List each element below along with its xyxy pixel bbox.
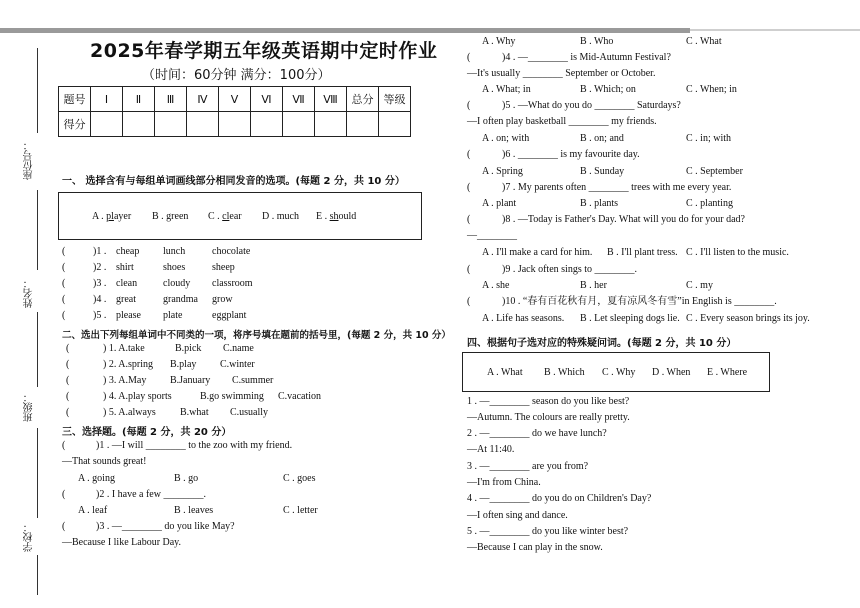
section1-q3-word2: cloudy [163, 278, 191, 289]
header-cell: Ⅶ [283, 87, 315, 112]
section1-q4-word2: grandma [163, 294, 198, 305]
section3-q6-paren[interactable]: ( [467, 149, 471, 160]
section1-option-a: A . player [92, 211, 132, 222]
section1-option-c: C . clear [208, 211, 242, 222]
section3-q2-option-b[interactable]: B . leaves [174, 505, 214, 516]
name-label: 姓名： [24, 278, 35, 308]
section3-q8-question: )8 . —Today is Father's Day. What will you do for your dad? [502, 214, 745, 225]
section3-q1-answer: —That sounds great! [62, 456, 147, 467]
section3-q7-option-a[interactable]: A . plant [482, 198, 517, 209]
score-cell[interactable] [123, 112, 155, 137]
scan-top-bar [0, 28, 690, 33]
section3-q4-answer: —It's usually ________ September or October. [467, 68, 656, 79]
section3-q3-answer: —Because I like Labour Day. [62, 537, 182, 548]
section4-option-d: D . When [652, 367, 691, 378]
section1-q3-word3: classroom [212, 278, 253, 289]
class-label: 班级： [24, 392, 35, 422]
section3-q7-option-b[interactable]: B . plants [580, 198, 619, 209]
section2-q3-a: ) 3. A.May [103, 375, 147, 386]
section4-option-c: C . Why [602, 367, 636, 378]
section3-q6-question: )6 . ________ is my favourite day. [502, 149, 640, 160]
section1-q5-paren[interactable]: ( [62, 310, 66, 321]
section3-q9-option-a[interactable]: A . she [482, 280, 510, 291]
binding-line [37, 555, 38, 595]
header-cell: Ⅱ [123, 87, 155, 112]
section1-q1-num: )1 . [93, 246, 107, 257]
section2-q5-b: B.what [180, 407, 209, 418]
section1-q3-word1: clean [116, 278, 138, 289]
section3-q2-option-c[interactable]: C . letter [283, 505, 318, 516]
header-cell: Ⅵ [251, 87, 283, 112]
section4-q3-answer: —I'm from China. [467, 477, 541, 488]
section2-heading: 二、选出下列每组单词中不同类的一项，将序号填在题前的括号里，(每题 2 分，共 10 分） [62, 330, 451, 341]
section2-q4-paren[interactable]: ( [66, 391, 70, 402]
score-cell[interactable] [347, 112, 379, 137]
section3-q5-paren[interactable]: ( [467, 100, 471, 111]
score-cell[interactable] [219, 112, 251, 137]
header-cell: 题号 [59, 87, 91, 112]
section3-q9-option-c[interactable]: C . my [686, 280, 713, 291]
section4-q4-question: 4 . —________ do you do on Children's Day? [467, 493, 652, 504]
section1-q4-num: )4 . [93, 294, 107, 305]
page-subtitle: （时间：60分钟 满分：100分） [142, 68, 331, 83]
section4-q1-question: 1 . —________ season do you like best? [467, 396, 630, 407]
header-cell: Ⅳ [187, 87, 219, 112]
section3-q6-option-b[interactable]: B . Sunday [580, 166, 625, 177]
section1-q1-word1: cheap [116, 246, 140, 257]
section3-q3-question: )3 . —________ do you like May? [96, 521, 235, 532]
header-cell: 总分 [347, 87, 379, 112]
header-cell: 等级 [379, 87, 411, 112]
header-cell: Ⅰ [91, 87, 123, 112]
section3-q1-paren[interactable]: ( [62, 440, 66, 451]
section3-q1-option-b[interactable]: B . go [174, 473, 199, 484]
section3-q5-question: )5 . —What do you do ________ Saturdays? [502, 100, 681, 111]
section3-q8-paren[interactable]: ( [467, 214, 471, 225]
binding-line [37, 48, 38, 133]
score-cell[interactable] [251, 112, 283, 137]
section1-q2-num: )2 . [93, 262, 107, 273]
section3-q6-option-a[interactable]: A . Spring [482, 166, 523, 177]
section1-q5-word3: eggplant [212, 310, 247, 321]
section3-q3-option-a[interactable]: A . Why [482, 36, 516, 47]
section1-q2-word2: shoes [163, 262, 186, 273]
section3-q6-option-c[interactable]: C . September [686, 166, 743, 177]
score-cell[interactable] [155, 112, 187, 137]
section1-q4-word1: great [116, 294, 136, 305]
section3-q4-option-c[interactable]: C . When; in [686, 84, 737, 95]
section3-q7-question: )7 . My parents often ________ trees with me every year. [502, 182, 732, 193]
section1-q2-paren[interactable]: ( [62, 262, 66, 273]
section3-q1-option-c[interactable]: C . goes [283, 473, 316, 484]
section2-q2-a: ) 2. A.spring [103, 359, 153, 370]
section3-q8-option-a[interactable]: A . I'll make a card for him. [482, 247, 593, 258]
score-table-score-row [59, 112, 411, 137]
section4-q1-answer: —Autumn. The colours are really pretty. [467, 412, 630, 423]
score-table-header-row [59, 87, 411, 112]
header-cell: Ⅲ [155, 87, 187, 112]
section2-q1-a: ) 1. A.take [103, 343, 145, 354]
section3-q3-option-b[interactable]: B . Who [580, 36, 614, 47]
section3-q5-option-c[interactable]: C . in; with [686, 133, 732, 144]
scan-top-line [690, 29, 860, 31]
section3-q5-option-b[interactable]: B . on; and [580, 133, 624, 144]
section4-q2-answer: —At 11:40. [467, 444, 515, 455]
section3-q2-question: )2 . I have a few ________. [96, 489, 206, 500]
section1-q1-word3: chocolate [212, 246, 251, 257]
section3-q7-paren[interactable]: ( [467, 182, 471, 193]
section3-q9-paren[interactable]: ( [467, 264, 471, 275]
section4-q4-answer: —I often sing and dance. [467, 510, 568, 521]
binding-line [37, 190, 38, 270]
section1-q2-word1: shirt [116, 262, 134, 273]
binding-line [37, 312, 38, 387]
section3-q2-option-a[interactable]: A . leaf [78, 505, 108, 516]
section2-q3-b: B.January [170, 375, 211, 386]
score-label-cell: 得分 [59, 112, 91, 137]
section3-q10-paren[interactable]: ( [467, 296, 471, 307]
section1-option-b: B . green [152, 211, 189, 222]
section4-q5-question: 5 . —________ do you like winter best? [467, 526, 629, 537]
section3-q5-option-a[interactable]: A . on; with [482, 133, 530, 144]
score-cell[interactable] [379, 112, 411, 137]
seat-label: 座位号： [24, 140, 35, 180]
score-cell[interactable] [91, 112, 123, 137]
section3-q10-option-c[interactable]: C . Every season brings its joy. [686, 313, 810, 324]
section3-q4-option-a[interactable]: A . What; in [482, 84, 531, 95]
score-table [58, 86, 411, 137]
score-cell[interactable] [315, 112, 347, 137]
section1-q2-word3: sheep [212, 262, 235, 273]
section2-q3-c: C.summer [232, 375, 274, 386]
section3-q10-question: )10 . “春有百花秋有月，夏有凉风冬有雪”in English is ________. [502, 296, 777, 307]
section2-q4-b: B.go swimming [200, 391, 264, 402]
section3-q3-paren[interactable]: ( [62, 521, 66, 532]
section2-q5-paren[interactable]: ( [66, 407, 70, 418]
section3-heading: 三、选择题。(每题 2 分，共 20 分） [62, 427, 232, 438]
section4-q3-question: 3 . —________ are you from? [467, 461, 589, 472]
section3-q5-answer: —I often play basketball ________ my friends. [467, 116, 657, 127]
score-cell[interactable] [283, 112, 315, 137]
section1-q3-paren[interactable]: ( [62, 278, 66, 289]
section2-q2-paren[interactable]: ( [66, 359, 70, 370]
section1-option-d: D . much [262, 211, 299, 222]
section4-q5-answer: —Because I can play in the snow. [467, 542, 603, 553]
section2-q5-c: C.usually [230, 407, 269, 418]
section1-q1-word2: lunch [163, 246, 186, 257]
section1-q4-paren[interactable]: ( [62, 294, 66, 305]
section4-q2-question: 2 . —________ do we have lunch? [467, 428, 607, 439]
section1-q4-word3: grow [212, 294, 233, 305]
section3-q4-paren[interactable]: ( [467, 52, 471, 63]
section3-q1-option-a[interactable]: A . going [78, 473, 115, 484]
section2-q4-a: ) 4. A.play sports [103, 391, 172, 402]
section1-q5-word1: please [116, 310, 141, 321]
section1-option-e: E . should [316, 211, 357, 222]
section2-q2-c: C.winter [220, 359, 255, 370]
section3-q4-option-b[interactable]: B . Which; on [580, 84, 636, 95]
section1-q5-word2: plate [163, 310, 183, 321]
section3-q4-question: )4 . —________ is Mid-Autumn Festival? [502, 52, 671, 63]
section1-q3-num: )3 . [93, 278, 107, 289]
section4-option-e: E . Where [707, 367, 748, 378]
section3-q8-option-c[interactable]: C . I'll listen to the music. [686, 247, 789, 258]
section3-q8-option-b[interactable]: B . I'll plant tress. [607, 247, 678, 258]
section1-q1-paren[interactable]: ( [62, 246, 66, 257]
section3-q10-option-b[interactable]: B . Let sleeping dogs lie. [580, 313, 680, 324]
section3-q9-question: )9 . Jack often sings to ________. [502, 264, 637, 275]
section2-q1-b: B.pick [175, 343, 202, 354]
header-cell: Ⅴ [219, 87, 251, 112]
section2-q3-paren[interactable]: ( [66, 375, 70, 386]
school-label: 学校： [24, 522, 35, 552]
section2-q1-paren[interactable]: ( [66, 343, 70, 354]
section3-q8-answer: —________ [467, 230, 517, 241]
section1-heading: 一、 选择含有与每组单词画线部分相同发音的选项。(每题 2 分，共 10 分） [62, 176, 405, 187]
section4-option-a: A . What [487, 367, 523, 378]
section2-q4-c: C.vacation [278, 391, 322, 402]
score-cell[interactable] [187, 112, 219, 137]
section3-q9-option-b[interactable]: B . her [580, 280, 607, 291]
section2-q2-b: B.play [170, 359, 197, 370]
section3-q7-option-c[interactable]: C . planting [686, 198, 733, 209]
header-cell: Ⅷ [315, 87, 347, 112]
section4-option-b: B . Which [544, 367, 585, 378]
section2-q1-c: C.name [223, 343, 254, 354]
section3-q3-option-c[interactable]: C . What [686, 36, 722, 47]
binding-line [37, 428, 38, 518]
section3-q2-paren[interactable]: ( [62, 489, 66, 500]
section1-q5-num: )5 . [93, 310, 107, 321]
section3-q10-option-a[interactable]: A . Life has seasons. [482, 313, 565, 324]
section4-heading: 四、根据句子选对应的特殊疑问词。(每题 2 分，共 10 分） [467, 338, 737, 349]
section3-q1-question: )1 . —I will ________ to the zoo with my friend. [96, 440, 293, 451]
page-title: 2025年春学期五年级英语期中定时作业 [90, 40, 438, 62]
section2-q5-a: ) 5. A.always [103, 407, 156, 418]
